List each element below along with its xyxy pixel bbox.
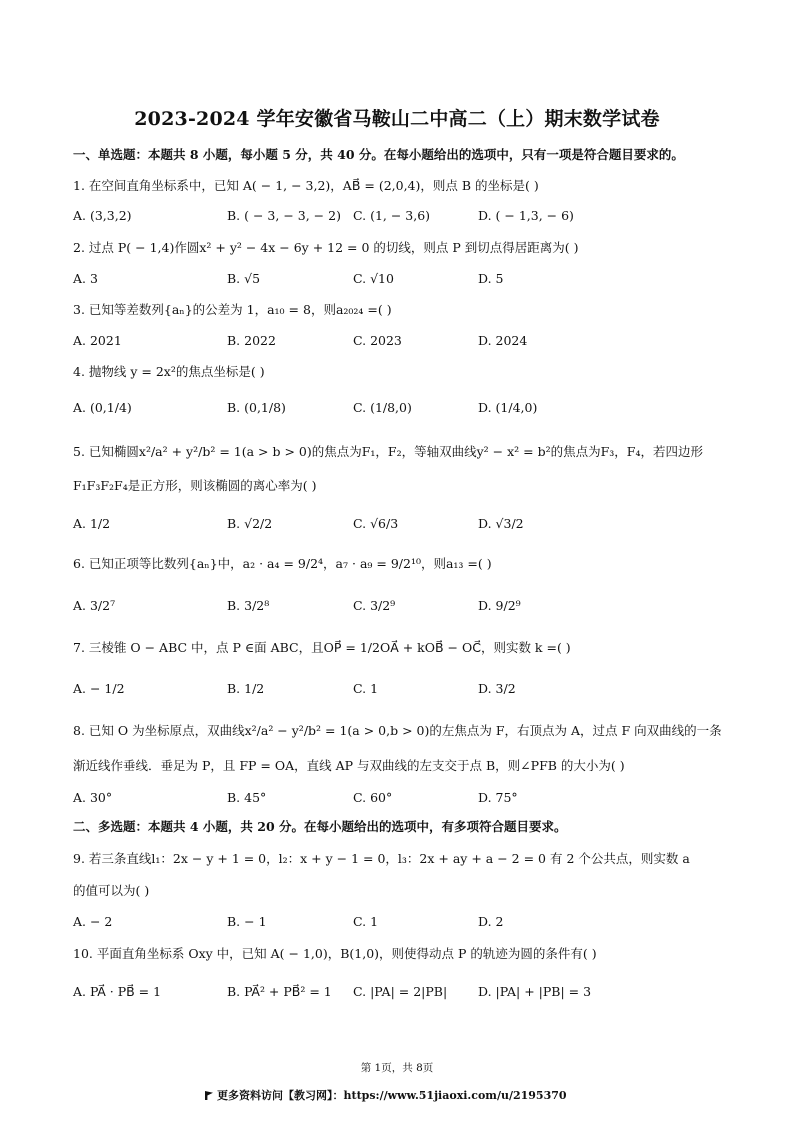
question-3-stem: 3. 已知等差数列{aₙ}的公差为 1，a₁₀ = 8，则a₂₀₂₄ =( )	[73, 302, 392, 317]
option-b: B. 45°	[227, 790, 267, 805]
question-10-stem: 10. 平面直角坐标系 Oxy 中，已知 A( − 1,0)，B(1,0)，则使得动点 P 的轨迹为圆的条件有( )	[73, 946, 597, 961]
question-6-stem: 6. 已知正项等比数列{aₙ}中，a₂ · a₄ = 9/2⁴，a₇ · a₉ = 9/2¹⁰，则a₁₃ =( )	[73, 556, 492, 571]
option-a: A. (3,3,2)	[73, 208, 132, 223]
option-b: B. 3/2⁸	[227, 598, 270, 613]
question-1-options	[73, 208, 733, 226]
option-b: B. PA⃗² + PB⃗² = 1	[227, 984, 332, 999]
option-b: B. 2022	[227, 333, 276, 348]
option-b: B. √5	[227, 271, 261, 286]
question-7-options	[73, 681, 733, 699]
question-10-options	[73, 984, 733, 1002]
option-a: A. 2021	[73, 333, 122, 348]
question-9-options	[73, 914, 733, 932]
question-8-stem: 8. 已知 O 为坐标原点，双曲线x²/a² − y²/b² = 1(a > 0,b > 0)的左焦点为 F，右顶点为 A，过点 F 向双曲线的一条	[73, 723, 722, 738]
question-5-stem: 5. 已知椭圆x²/a² + y²/b² = 1(a > b > 0)的焦点为F₁，F₂，等轴双曲线y² − x² = b²的焦点为F₃，F₄，若四边形	[73, 444, 703, 459]
option-c: C. 3/2⁹	[353, 598, 396, 613]
question-2-stem: 2. 过点 P( − 1,4)作圆x² + y² − 4x − 6y + 12 = 0 的切线，则点 P 到切点得居距离为( )	[73, 240, 579, 255]
section-heading-multiple-choice: 二、多选题：本题共 4 小题，共 20 分。在每小题给出的选项中，有多项符合题目要求。	[73, 819, 567, 834]
page-title: 2023-2024 学年安徽省马鞍山二中高二（上）期末数学试卷	[134, 108, 660, 130]
option-a: A. 3/2⁷	[73, 598, 116, 613]
option-c: C. 2023	[353, 333, 402, 348]
promo-link-text: 更多资料访问【教习网】：https://www.51jiaoxi.com/u/2195370	[217, 1089, 567, 1102]
option-a: A. 30°	[73, 790, 113, 805]
option-d: D. |PA| + |PB| = 3	[478, 984, 592, 999]
option-d: D. 3/2	[478, 681, 516, 696]
option-c: C. √6/3	[353, 516, 399, 531]
question-8-stem-continued: 渐近线作垂线．垂足为 P，且 FP = OA，直线 AP 与双曲线的左支交于点 B，则∠PFB 的大小为( )	[73, 758, 625, 773]
option-a: A. PA⃗ · PB⃗ = 1	[73, 984, 162, 999]
option-d: D. (1/4,0)	[478, 400, 538, 415]
option-d: D. 9/2⁹	[478, 598, 521, 613]
option-c: C. 1	[353, 681, 379, 696]
option-c: C. |PA| = 2|PB|	[353, 984, 448, 999]
question-5-stem-continued: F₁F₃F₂F₄是正方形，则该椭圆的离心率为( )	[73, 478, 317, 493]
question-3-options	[73, 333, 733, 351]
page-footer: 第 1页，共 8页	[360, 1062, 434, 1074]
option-c: C. 60°	[353, 790, 393, 805]
option-b: B. ( − 3, − 3, − 2)	[227, 208, 341, 223]
option-c: C. (1/8,0)	[353, 400, 412, 415]
question-2-options	[73, 271, 733, 289]
option-b: B. √2/2	[227, 516, 273, 531]
question-7-stem: 7. 三棱锥 O − ABC 中，点 P ∈面 ABC，且OP⃗ = 1/2OA⃗ + kOB⃗ − OC⃗，则实数 k =( )	[73, 640, 571, 655]
option-d: D. 5	[478, 271, 504, 286]
option-d: D. 2024	[478, 333, 528, 348]
option-a: A. 3	[73, 271, 98, 286]
question-4-stem: 4. 抛物线 y = 2x²的焦点坐标是( )	[73, 364, 265, 379]
option-d: D. 2	[478, 914, 504, 929]
option-a: A. 1/2	[73, 516, 111, 531]
question-8-options	[73, 790, 733, 808]
flag-icon	[205, 1091, 213, 1100]
question-5-options	[73, 516, 733, 534]
option-d: D. 75°	[478, 790, 518, 805]
option-d: D. ( − 1,3, − 6)	[478, 208, 574, 223]
option-d: D. √3/2	[478, 516, 524, 531]
option-c: C. (1, − 3,6)	[353, 208, 431, 223]
option-a: A. − 2	[73, 914, 113, 929]
option-c: C. 1	[353, 914, 379, 929]
option-b: B. (0,1/8)	[227, 400, 286, 415]
option-a: A. (0,1/4)	[73, 400, 132, 415]
option-b: B. 1/2	[227, 681, 265, 696]
option-a: A. − 1/2	[73, 681, 125, 696]
question-1-stem: 1. 在空间直角坐标系中，已知 A( − 1, − 3,2)，AB⃗ = (2,0,4)，则点 B 的坐标是( )	[73, 178, 539, 193]
option-b: B. − 1	[227, 914, 267, 929]
question-9-stem: 9. 若三条直线l₁：2x − y + 1 = 0，l₂：x + y − 1 = 0，l₃：2x + ay + a − 2 = 0 有 2 个公共点，则实数 a	[73, 851, 690, 866]
option-c: C. √10	[353, 271, 394, 286]
promo-link[interactable]	[205, 1087, 567, 1103]
question-6-options	[73, 598, 733, 616]
section-heading-single-choice: 一、单选题：本题共 8 小题，每小题 5 分，共 40 分。在每小题给出的选项中，只有一项是符合题目要求的。	[73, 147, 684, 162]
question-4-options	[73, 400, 733, 418]
question-9-stem-continued: 的值可以为( )	[73, 883, 150, 898]
